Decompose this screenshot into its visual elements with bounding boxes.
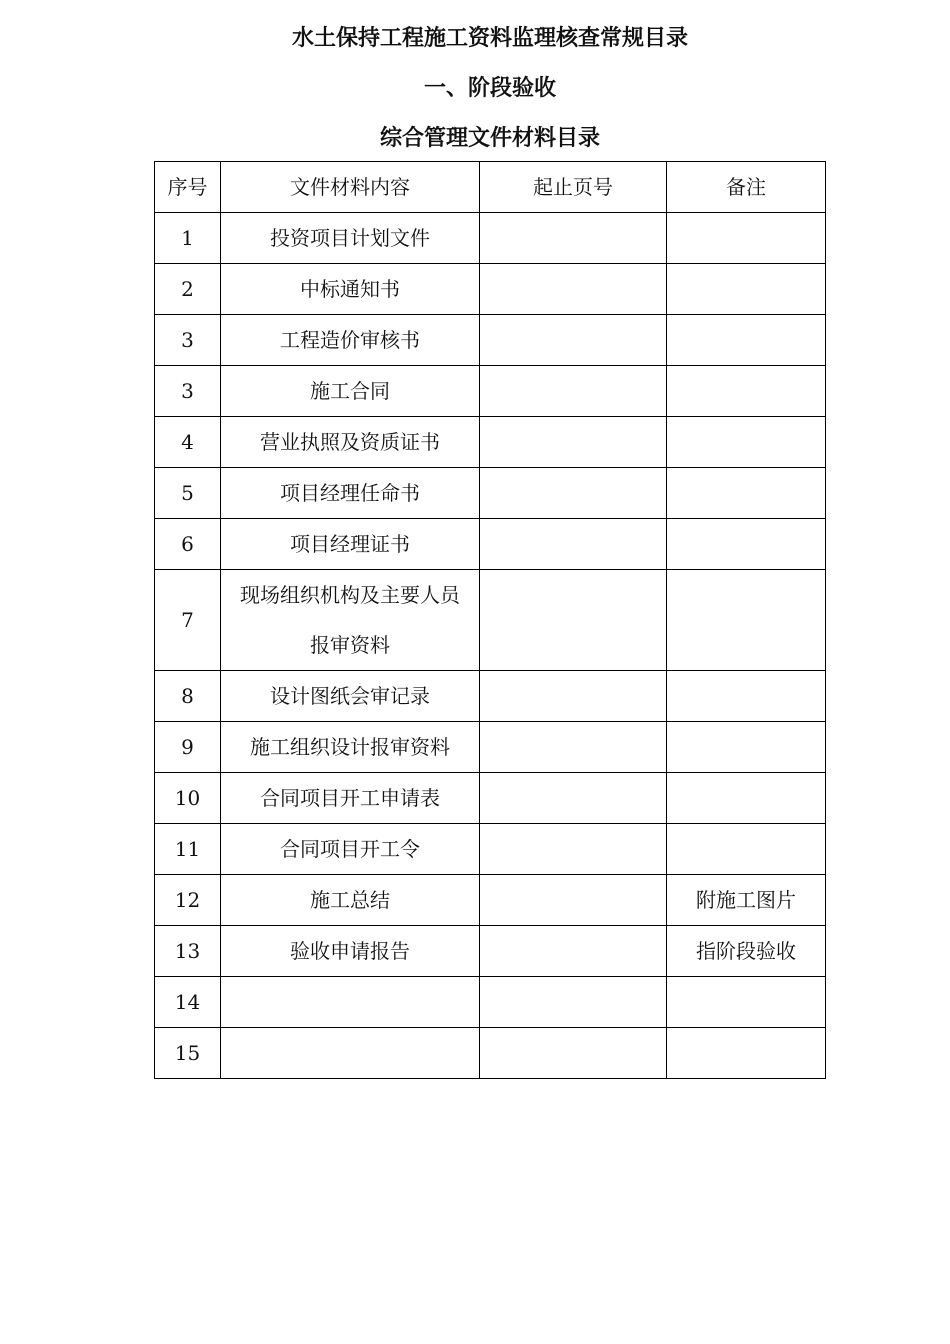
row-pages: [480, 468, 667, 519]
row-pages: [480, 926, 667, 977]
header-note: 备注: [667, 162, 826, 213]
table-row: [155, 315, 826, 366]
header-pages: 起止页号: [480, 162, 667, 213]
row-pages: [480, 671, 667, 722]
row-pages: [480, 519, 667, 570]
row-pages: [480, 366, 667, 417]
row-note: [667, 722, 826, 773]
row-pages: [480, 315, 667, 366]
table-row: [155, 977, 826, 1028]
row-pages: [480, 824, 667, 875]
document-title: 水土保持工程施工资料监理核查常规目录: [291, 26, 688, 51]
row-content: [221, 1028, 480, 1079]
row-number: 4: [155, 417, 221, 468]
table-row: [155, 213, 826, 264]
row-number: 15: [155, 1028, 221, 1079]
row-note: [667, 977, 826, 1028]
row-pages: [480, 417, 667, 468]
row-number: 1: [155, 213, 221, 264]
row-number: 5: [155, 468, 221, 519]
row-pages: [480, 977, 667, 1028]
row-number: 8: [155, 671, 221, 722]
row-content: 合同项目开工申请表: [221, 773, 480, 824]
row-content: 现场组织机构及主要人员报审资料: [221, 570, 480, 671]
row-note: [667, 315, 826, 366]
table-row: [155, 264, 826, 315]
row-note: [667, 570, 826, 671]
table-row: [155, 773, 826, 824]
row-note: [667, 773, 826, 824]
row-content: 营业执照及资质证书: [221, 417, 480, 468]
row-number: 12: [155, 875, 221, 926]
table-row: [155, 875, 826, 926]
row-number: 10: [155, 773, 221, 824]
row-content: [221, 977, 480, 1028]
row-content: 施工总结: [221, 875, 480, 926]
row-content: 投资项目计划文件: [221, 213, 480, 264]
row-content: 施工组织设计报审资料: [221, 722, 480, 773]
row-number: 6: [155, 519, 221, 570]
row-note: [667, 366, 826, 417]
section-heading: 一、阶段验收: [423, 76, 556, 101]
row-pages: [480, 875, 667, 926]
row-number: 3: [155, 366, 221, 417]
row-number: 7: [155, 570, 221, 671]
row-number: 2: [155, 264, 221, 315]
row-pages: [480, 570, 667, 671]
row-content: 施工合同: [221, 366, 480, 417]
row-content: 项目经理任命书: [221, 468, 480, 519]
row-content: 中标通知书: [221, 264, 480, 315]
row-note: [667, 213, 826, 264]
row-note: 指阶段验收: [667, 926, 826, 977]
table-row: [155, 366, 826, 417]
row-content: 验收申请报告: [221, 926, 480, 977]
row-note: [667, 824, 826, 875]
row-note: [667, 671, 826, 722]
row-number: 14: [155, 977, 221, 1028]
row-note: [667, 1028, 826, 1079]
row-number: 3: [155, 315, 221, 366]
table-row: [155, 1028, 826, 1079]
row-content: 工程造价审核书: [221, 315, 480, 366]
row-note: [667, 264, 826, 315]
row-number: 11: [155, 824, 221, 875]
table-row: [155, 671, 826, 722]
row-note: [667, 519, 826, 570]
table-row: [155, 468, 826, 519]
row-note: [667, 468, 826, 519]
row-pages: [480, 264, 667, 315]
table-title: 综合管理文件材料目录: [379, 126, 600, 151]
table-row: [155, 417, 826, 468]
row-number: 9: [155, 722, 221, 773]
row-pages: [480, 722, 667, 773]
row-pages: [480, 213, 667, 264]
table-row: [155, 519, 826, 570]
row-content: 设计图纸会审记录: [221, 671, 480, 722]
table-row: [155, 722, 826, 773]
row-content: 项目经理证书: [221, 519, 480, 570]
header-content: 文件材料内容: [221, 162, 480, 213]
table-row: [155, 926, 826, 977]
table-row: [155, 824, 826, 875]
row-note: 附施工图片: [667, 875, 826, 926]
row-pages: [480, 773, 667, 824]
table-row: [155, 570, 826, 671]
table-body: [155, 213, 826, 1079]
row-note: [667, 417, 826, 468]
row-number: 13: [155, 926, 221, 977]
catalog-table: [154, 161, 826, 1079]
header-number: 序号: [155, 162, 221, 213]
row-content: 合同项目开工令: [221, 824, 480, 875]
table-header-row: [155, 162, 826, 213]
row-pages: [480, 1028, 667, 1079]
